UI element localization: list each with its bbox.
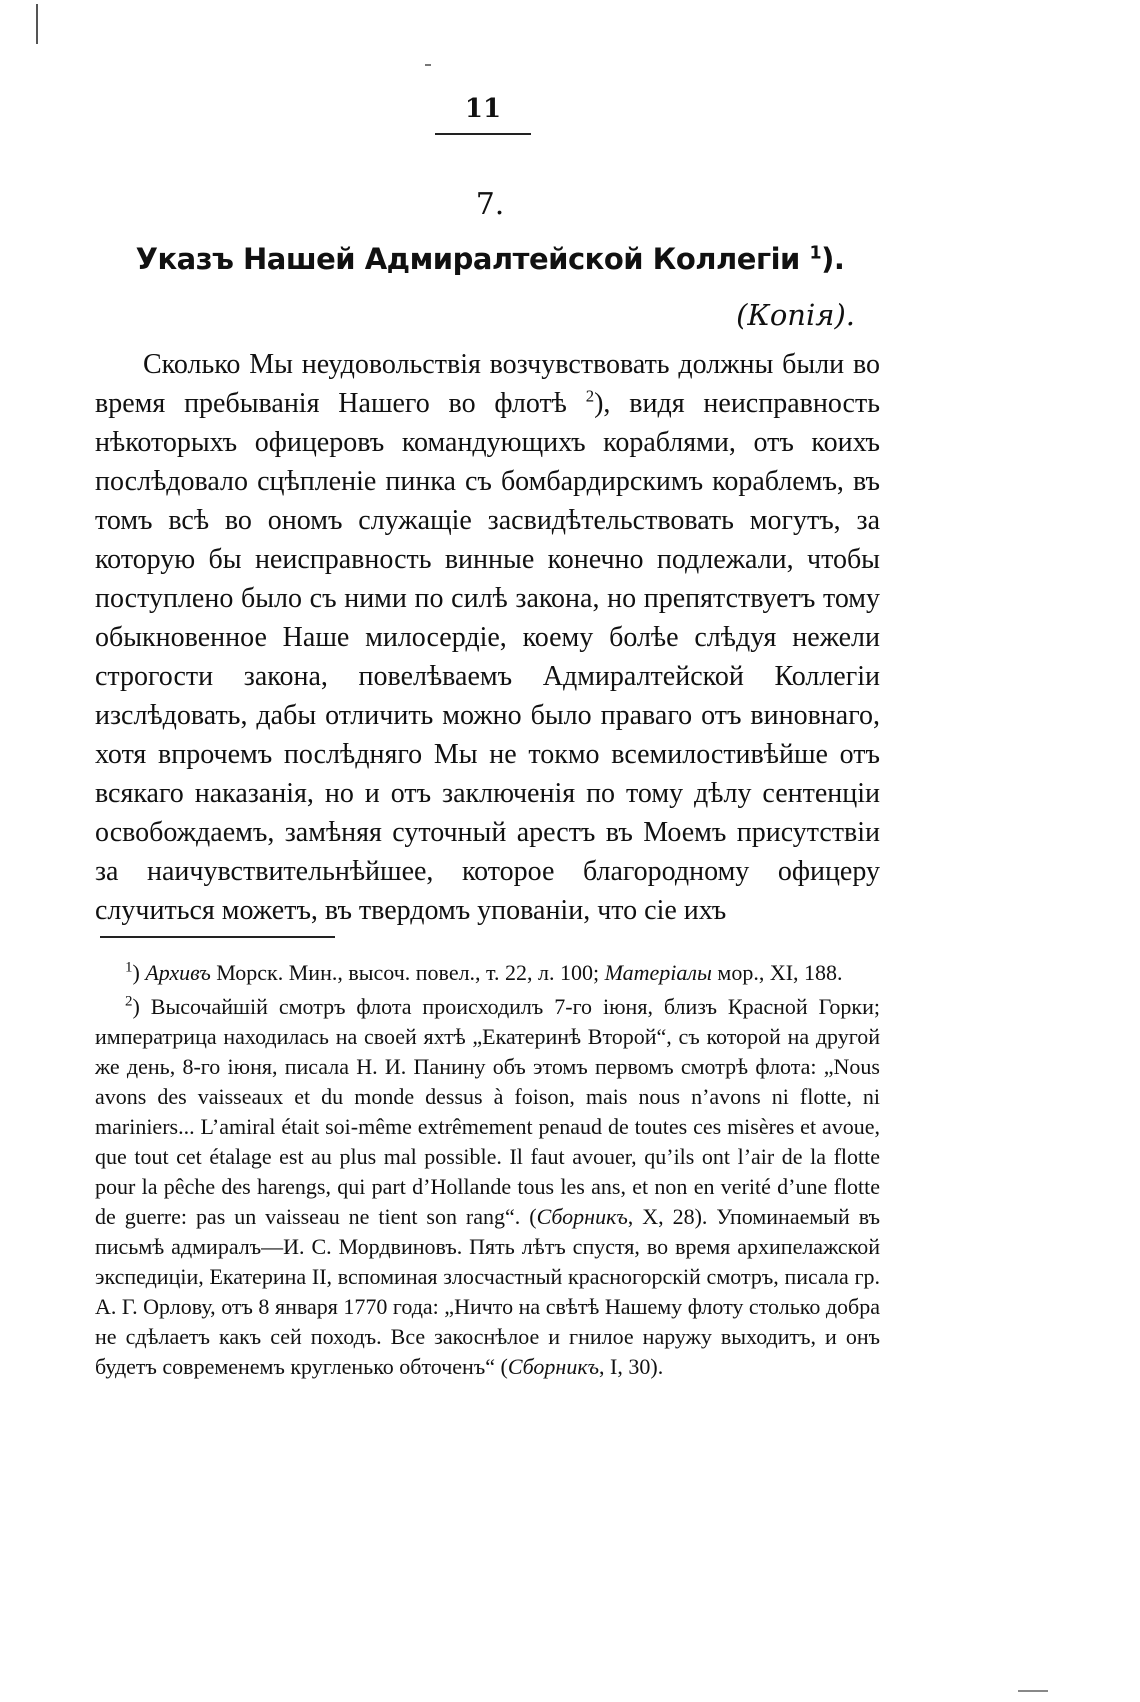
document-title [100, 242, 880, 277]
scan-bottom-mark [1018, 1690, 1048, 1692]
footnotes [95, 958, 880, 1386]
footnote-2-mark-close: ) [132, 994, 140, 1019]
footnote-2-source: Сборникъ [536, 1204, 628, 1229]
footnote-2 [95, 992, 880, 1382]
body-footnote-mark: 2 [585, 386, 595, 406]
footnote-2-text1: Высочайшій смотръ флота происходилъ 7-го іюня, близъ Красной Горки; императрица находилась на своей яхтѣ „Екатеринѣ Второй“, съ которой на другой же день, 8-го іюня, писала Н. И. Панину объ этомъ первомъ смотрѣ флота: „Nous avons des vaisseaux et du monde dessus à foison, mais nous n’avons ni flotte, ni mariniers... L’amiral était soi-même extrêmement penaud de toutes ces misères et avoue, que tout cet étalage est au plus mal possible. Il faut avouer, qu’ils ont l’air de la flotte pour la pêche des harengs, qui part d’Hollande tous les ans, et non en verité d’une flotte de guerre: pas un vaisseau ne tient son rang“. ( [95, 994, 880, 1229]
footnote-1-text2: мор., XI, 188. [711, 960, 843, 985]
title-suffix: ). [821, 242, 845, 276]
footnote-1-mark: 1 [125, 959, 133, 976]
footnote-2-source2: Сборникъ [507, 1354, 600, 1379]
footnote-1-text1: Морск. Мин., высоч. повел., т. 22, л. 100; [210, 960, 605, 985]
footnote-2-text2: , X, 28). Упоминаемый въ письмѣ адмиралъ—И. С. Мордвиновъ. Пять лѣтъ спустя, во время архипелажской экспедиціи, Екатерина II, вспоминая злосчастный красногорскій смотръ, писала гр. А. Г. Орлову, отъ 8 января 1770 года: „Ничто на свѣтѣ Нашему флоту столько добра не сдѣлаетъ какъ сей походъ. Все закоснѣлое и гнилое наружу выходитъ, и онъ будетъ современемъ кругленько обточенъ“ ( [95, 1204, 880, 1379]
page-number: 11 [464, 94, 502, 124]
body-text-part2: ), видя неисправность нѣкоторыхъ офицеровъ командующихъ кораблями, отъ коихъ послѣдовало сцѣпленіе пинка съ бомбардирскимъ кораблемъ, въ томъ всѣ во ономъ служащіе засвидѣтельствовать могутъ, за которую бы неисправность винные конечно подлежали, чтобы поступлено было съ ними по силѣ закона, но препятствуетъ тому обыкновенное Наше милосердіе, коему болѣе слѣдуя нежели строгости закона, повелѣваемъ Адмиралтейской Коллегіи изслѣдовать, дабы отличить можно было праваго отъ виновнаго, хотя впрочемъ послѣдняго Мы не токмо всемилостивѣйше отъ всякаго наказанія, но и отъ заключенія по тому дѣлу сентенціи освобождаемъ, замѣняя суточный арестъ въ Моемъ присутствіи за наичувствительнѣйшее, которое благородному офицеру случиться можетъ, въ твердомъ упованіи, что сіе ихъ [95, 388, 880, 926]
scan-tick-mark [425, 64, 431, 66]
footnote-2-text3: , I, 30). [599, 1354, 664, 1379]
page-number-rule [435, 133, 531, 135]
scan-edge-line [36, 4, 38, 44]
footnote-1-mark-close: ) [132, 960, 140, 985]
document-title-text: Указъ Нашей Адмиралтейской Коллегiи [135, 242, 800, 276]
body-paragraph [95, 345, 880, 930]
footnote-2-mark: 2 [125, 993, 133, 1010]
footnote-separator [100, 936, 335, 938]
section-number: 7. [475, 187, 505, 222]
body-text-part1: Сколько Мы неудовольствія возчувствовать должны были во время пребыванія Нашего во флотѣ [95, 349, 880, 419]
footnote-1 [95, 958, 880, 988]
copy-label: (Копія). [736, 298, 855, 332]
footnote-1-source2: Матеріалы [604, 960, 712, 985]
footnote-1-source: Архивъ [145, 960, 211, 985]
title-footnote-mark: 1 [809, 243, 822, 264]
